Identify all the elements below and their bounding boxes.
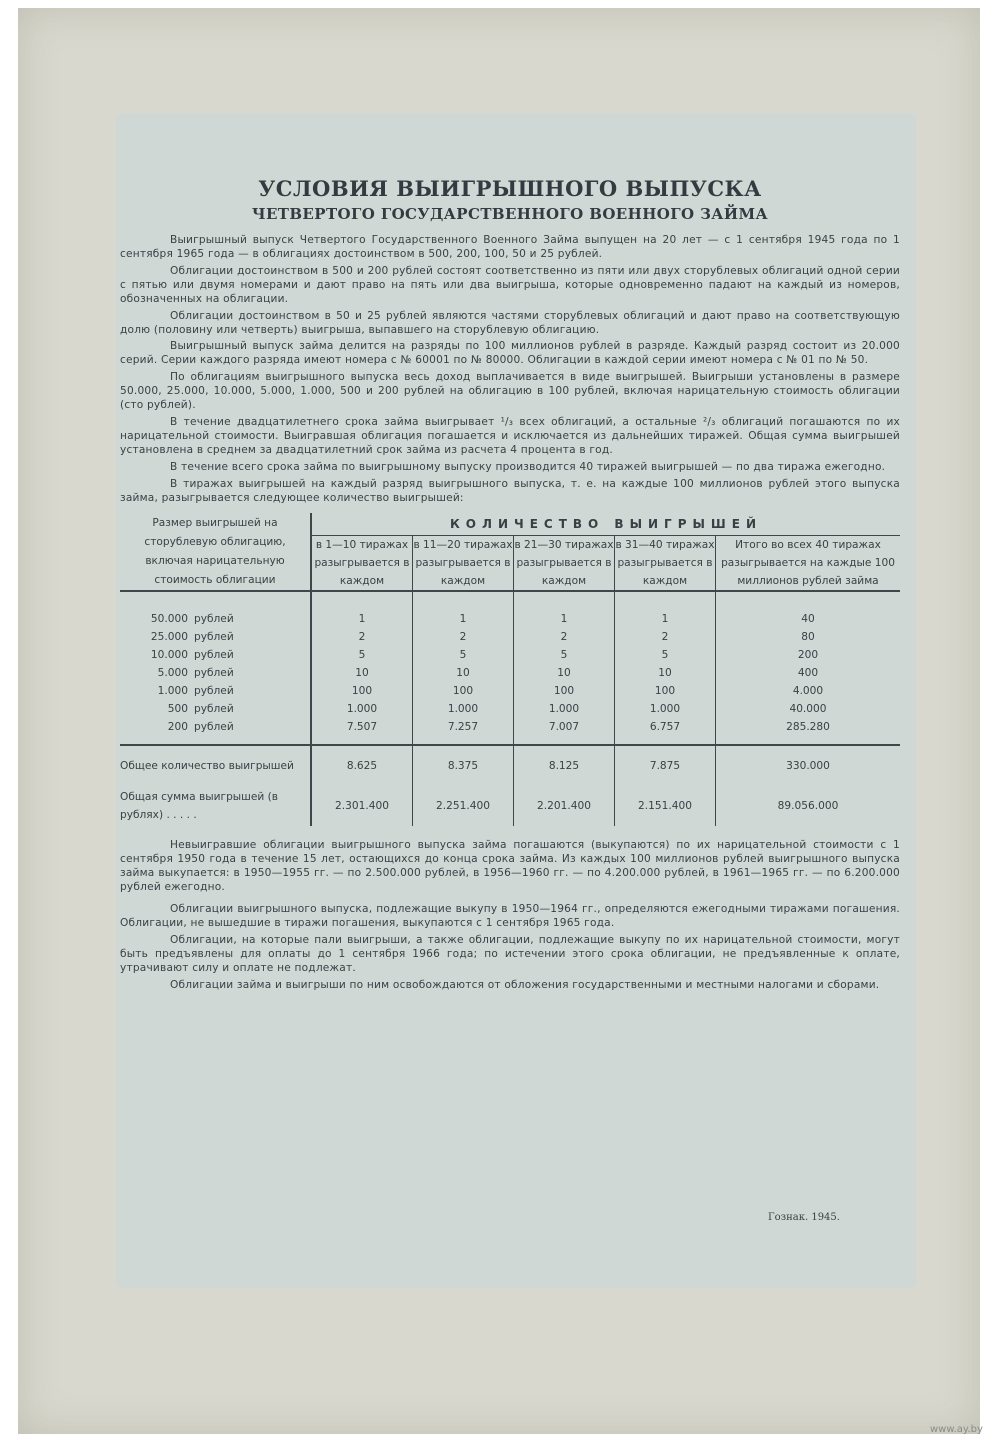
table-cell: 1.000 (311, 700, 413, 718)
table-cell: 8.375 (413, 745, 514, 786)
table-cell: 1 (615, 610, 716, 628)
table-cell: 1.000 (514, 700, 615, 718)
table-row (120, 700, 900, 718)
paragraph: В тиражах выигрышей на каждый разряд выигрышного выпуска, т. е. на каждые 100 миллионов рублей этого выпуска займа, разыгрывается следующее количество выигрышей: (120, 478, 900, 504)
total-sum-label: Общая сумма выигрышей (в рублях) . . . . . (120, 786, 311, 826)
table-cell: 100 (615, 682, 716, 700)
paragraph: Облигации выигрышного выпуска, подлежащие выкупу в 1950—1964 гг., определяются ежегодными тиражами погашения. Облигации, не вышедшие в тиражи погашения, выкупаются с 1 сентября 1965 года. (120, 903, 900, 929)
table-cell: 2 (311, 628, 413, 646)
table-header-row (120, 513, 900, 536)
table-row (120, 664, 900, 682)
table-cell: 8.625 (311, 745, 413, 786)
table-cell: 40.000 (789, 703, 827, 715)
table-cell: 7.507 (311, 718, 413, 736)
table-cell: 2 (514, 628, 615, 646)
table-cell: 1.000 (413, 700, 514, 718)
table-cell: 10 (615, 664, 716, 682)
table-row (120, 682, 900, 700)
table-cell: 7.007 (514, 718, 615, 736)
table-cell: 2.151.400 (615, 786, 716, 826)
table-cell: 100 (413, 682, 514, 700)
table-cell: 100 (311, 682, 413, 700)
document-subtitle: ЧЕТВЕРТОГО ГОСУДАРСТВЕННОГО ВОЕННОГО ЗАЙМА (251, 205, 769, 223)
table-cell: 6.757 (615, 718, 716, 736)
document-body (120, 175, 900, 992)
table-cell: 1 (311, 610, 413, 628)
table-cell: 8.125 (514, 745, 615, 786)
table-cell: 1 (514, 610, 615, 628)
table-cell: 1.000 (615, 700, 716, 718)
paragraph: По облигациям выигрышного выпуска весь доход выплачивается в виде выигрышей. Выигрыши установлены в размере 50.000, 25.000, 10.000, 5.000, 1.000, 500 и 200 рублей на облигацию в 100 рублей, включая нарицательную стоимость облигации (сто рублей). (120, 371, 900, 411)
table-cell: 5 (311, 646, 413, 664)
table-cell: 400 (797, 667, 819, 679)
prize-label: 50.000 рублей (120, 610, 311, 628)
table-cell: 2.301.400 (311, 786, 413, 826)
table-cell: 2 (615, 628, 716, 646)
prize-label: 500 рублей (120, 700, 311, 718)
paragraph: В течение двадцатилетнего срока займа выигрывает ¹/₃ всех облигаций, а остальные ²/₃ облигаций погашаются по их нарицательной стоимости. Выигравшая облигация погашается и исключается из дальнейших тиражей. Общая сумма выигрышей установлена в среднем за двадцатилетний срок займа из расчета 4 процента в год. (120, 416, 900, 456)
table-cell: 1 (413, 610, 514, 628)
table-total-sum-row (120, 786, 900, 826)
prize-label: 200 рублей (120, 718, 311, 736)
table-cell: 2 (413, 628, 514, 646)
table-row (120, 628, 900, 646)
paragraph: Облигации достоинством в 500 и 200 рублей состоят соответственно из пяти или двух сторублевых облигаций одной серии с пятью или двумя номерами и дают право на пять или два выигрыша, которые одновременно падают на каждый из номеров, обозначенных на облигации. (120, 265, 900, 305)
document-title: УСЛОВИЯ ВЫИГРЫШНОГО ВЫПУСКА (258, 176, 762, 201)
table-cell: 7.875 (615, 745, 716, 786)
paragraph: Выигрышный выпуск займа делится на разряды по 100 миллионов рублей в разряде. Каждый разряд состоит из 20.000 серий. Серии каждого разряда имеют номера с № 60001 по № 80000. Облигации в каждой серии имеют номера с № 01 по № 50. (120, 340, 900, 366)
table-cell: 5 (615, 646, 716, 664)
table-cell: 10 (514, 664, 615, 682)
column-header: в 31—40 тиражах разыгрывается в каждом (615, 536, 716, 592)
paragraph: Облигации займа и выигрыши по ним освобождаются от обложения государственными и местными налогами и сборами. (170, 979, 880, 991)
table-cell: 80 (801, 631, 815, 643)
table-cell: 200 (797, 649, 819, 661)
table-row (120, 610, 900, 628)
prize-label: 1.000 рублей (120, 682, 311, 700)
paragraph: Облигации достоинством в 50 и 25 рублей являются частями сторублевых облигаций и дают право на соответствующую долю (половину или четверть) выигрыша, выпавшего на сторублевую облигацию. (120, 310, 900, 336)
table-left-header: Размер выигрышей на сторублевую облигацию, включая нарицательную стоимость облигации (120, 513, 311, 591)
site-watermark: www.ay.by (930, 1424, 983, 1435)
paragraph: Невыигравшие облигации выигрышного выпуска займа погашаются (выкупаются) по их нарицательной стоимости с 1 сентября 1950 года в течение 15 лет, остающихся до конца срока займа. Из каждых 100 миллионов рублей выигрышного выпуска займа выкупается: в 1950—1955 гг. — по 2.500.000 рублей, в 1956—1960 гг. — по 4.200.000 рублей, в 1961—1965 гг. — по 6.200.000 рублей ежегодно. (120, 839, 900, 893)
prize-table (120, 513, 900, 826)
table-row (120, 646, 900, 664)
paragraph: Облигации, на которые пали выигрыши, а также облигации, подлежащие выкупу по их нарицательной стоимости, могут быть предъявлены для оплаты до 1 сентября 1966 года; по истечении этого срока облигации, не предъявленные к оплате, утрачивают силу и оплате не подлежат. (120, 934, 900, 974)
table-cell: 10 (413, 664, 514, 682)
table-cell: 2.251.400 (413, 786, 514, 826)
table-cell: 5 (413, 646, 514, 664)
table-cell: 5 (514, 646, 615, 664)
column-header: Итого во всех 40 тиражах разыгрывается на каждые 100 миллионов рублей займа (716, 536, 901, 592)
prize-label: 25.000 рублей (120, 628, 311, 646)
table-cell: 10 (311, 664, 413, 682)
table-cell: 4.000 (792, 685, 824, 697)
table-cell: 330.000 (786, 760, 830, 772)
table-group-header: КОЛИЧЕСТВО ВЫИГРЫШЕЙ (311, 513, 900, 536)
table-cell: 285.280 (786, 721, 830, 733)
paragraph: Выигрышный выпуск Четвертого Государственного Военного Займа выпущен на 20 лет — с 1 сентября 1945 года по 1 сентября 1965 года — в облигациях достоинством в 500, 200, 100, 50 и 25 рублей. (120, 234, 900, 260)
table-total-count-row (120, 745, 900, 786)
printer-imprint: Гознак. 1945. (768, 1212, 840, 1223)
column-header: в 21—30 тиражах разыгрывается в каждом (514, 536, 615, 592)
table-cell: 100 (514, 682, 615, 700)
column-header: в 1—10 тиражах разыгрывается в каждом (311, 536, 413, 592)
table-row (120, 718, 900, 736)
total-count-label: Общее количество выигрышей (120, 745, 311, 786)
table-cell: 7.257 (413, 718, 514, 736)
paragraph: В течение всего срока займа по выигрышному выпуску производится 40 тиражей выигрышей — по два тиража ежегодно. (170, 461, 886, 473)
table-cell: 89.056.000 (777, 800, 839, 812)
table-cell: 2.201.400 (514, 786, 615, 826)
table-cell: 40 (801, 613, 815, 625)
prize-label: 10.000 рублей (120, 646, 311, 664)
column-header: в 11—20 тиражах разыгрывается в каждом (413, 536, 514, 592)
prize-label: 5.000 рублей (120, 664, 311, 682)
